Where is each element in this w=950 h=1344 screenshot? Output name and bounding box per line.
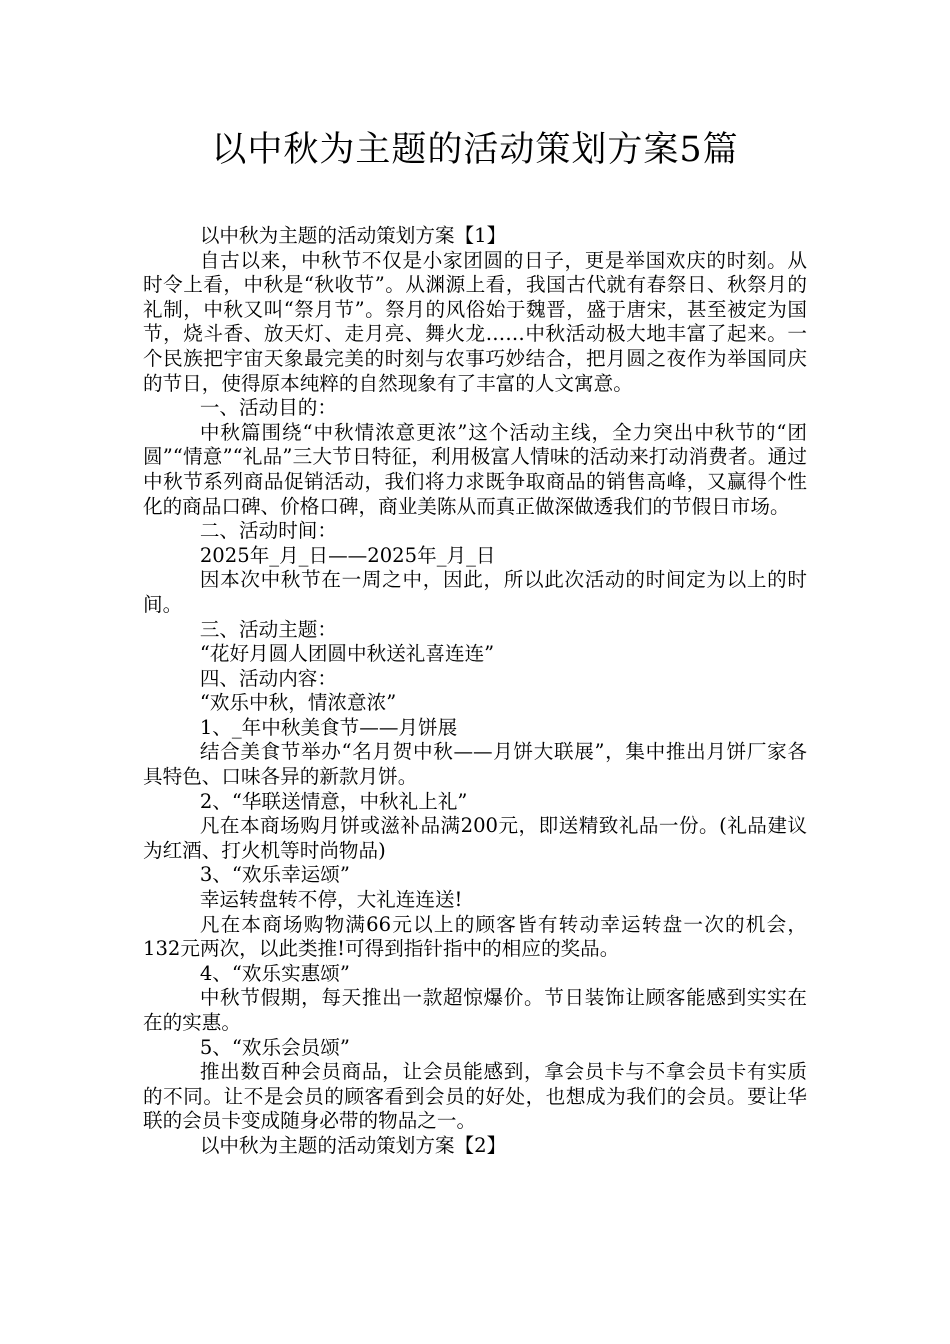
document-body [143, 224, 807, 1159]
item-3-subheading: 幸运转盘转不停，大礼连连送! [199, 888, 463, 912]
section-heading-content: 四、活动内容： [199, 666, 337, 690]
item-1-paragraph: 结合美食节举办“名月贺中秋——月饼大联展”，集中推出月饼厂家各具特色、口味各异的新款月饼。 [143, 740, 807, 789]
item-3-heading: 3、“欢乐幸运颂” [199, 863, 350, 887]
document-title: 以中秋为主题的活动策划方案5篇 [211, 130, 739, 170]
item-4-paragraph: 中秋节假期，每天推出一款超惊爆价。节日装饰让顾客能感到实实在在的实惠。 [143, 986, 807, 1034]
section-heading-plan-2: 以中秋为主题的活动策划方案【2】 [199, 1133, 507, 1157]
item-5-heading: 5、“欢乐会员颂” [199, 1035, 350, 1059]
section-heading-theme: 三、活动主题： [199, 617, 337, 641]
item-4-heading: 4、“欢乐实惠颂” [199, 961, 350, 985]
time-paragraph: 因本次中秋节在一周之中，因此，所以此次活动的时间定为以上的时间。 [143, 568, 807, 616]
time-range: 2025年_月_日——2025年_月_日 [199, 543, 496, 567]
item-1-heading: 1、_年中秋美食节——月饼展 [199, 715, 458, 739]
item-5-paragraph: 推出数百种会员商品，让会员能感到，拿会员卡与不拿会员卡有实质的不同。让不是会员的顾客看到会员的好处，也想成为我们的会员。要让华联的会员卡变成随身必带的物品之一。 [143, 1060, 807, 1133]
purpose-paragraph: 中秋篇围绕“中秋情浓意更浓”这个活动主线，全力突出中秋节的“团圆”“情意”“礼品”三大节日特征，利用极富人情味的活动来打动消费者。通过中秋节系列商品促销活动，我们将力求既争取商品的销售高峰，又赢得个性化的商品口碑、价格口碑，商业美陈从而真正做深做透我们的节假日市场。 [143, 420, 807, 518]
item-3-paragraph: 凡在本商场购物满66元以上的顾客皆有转动幸运转盘一次的机会，132元两次，以此类推!可得到指针指中的相应的奖品。 [143, 912, 807, 961]
section-heading-purpose: 一、活动目的： [199, 396, 337, 420]
theme-slogan: “花好月圆人团圆中秋送礼喜连连” [199, 642, 495, 666]
intro-paragraph: 自古以来，中秋节不仅是小家团圆的日子，更是举国欢庆的时刻。从时令上看，中秋是“秋收节”。从渊源上看，我国古代就有春祭日、秋祭月的礼制，中秋又叫“祭月节”。祭月的风俗始于魏晋，盛于唐宋，甚至被定为国节，烧斗香、放天灯、走月亮、舞火龙……中秋活动极大地丰富了起来。一个民族把宇宙天象最完美的时刻与农事巧妙结合，把月圆之夜作为举国同庆的节日，使得原本纯粹的自然现象有了丰富的人文寓意。 [143, 248, 807, 395]
section-heading-plan-1: 以中秋为主题的活动策划方案【1】 [199, 224, 507, 247]
content-slogan: “欢乐中秋，情浓意浓” [199, 691, 397, 715]
section-heading-time: 二、活动时间： [199, 519, 337, 543]
item-2-heading: 2、“华联送情意，中秋礼上礼” [199, 789, 468, 813]
item-2-paragraph: 凡在本商场购月饼或滋补品满200元，即送精致礼品一份。(礼品建议为红酒、打火机等时尚物品) [143, 814, 807, 862]
